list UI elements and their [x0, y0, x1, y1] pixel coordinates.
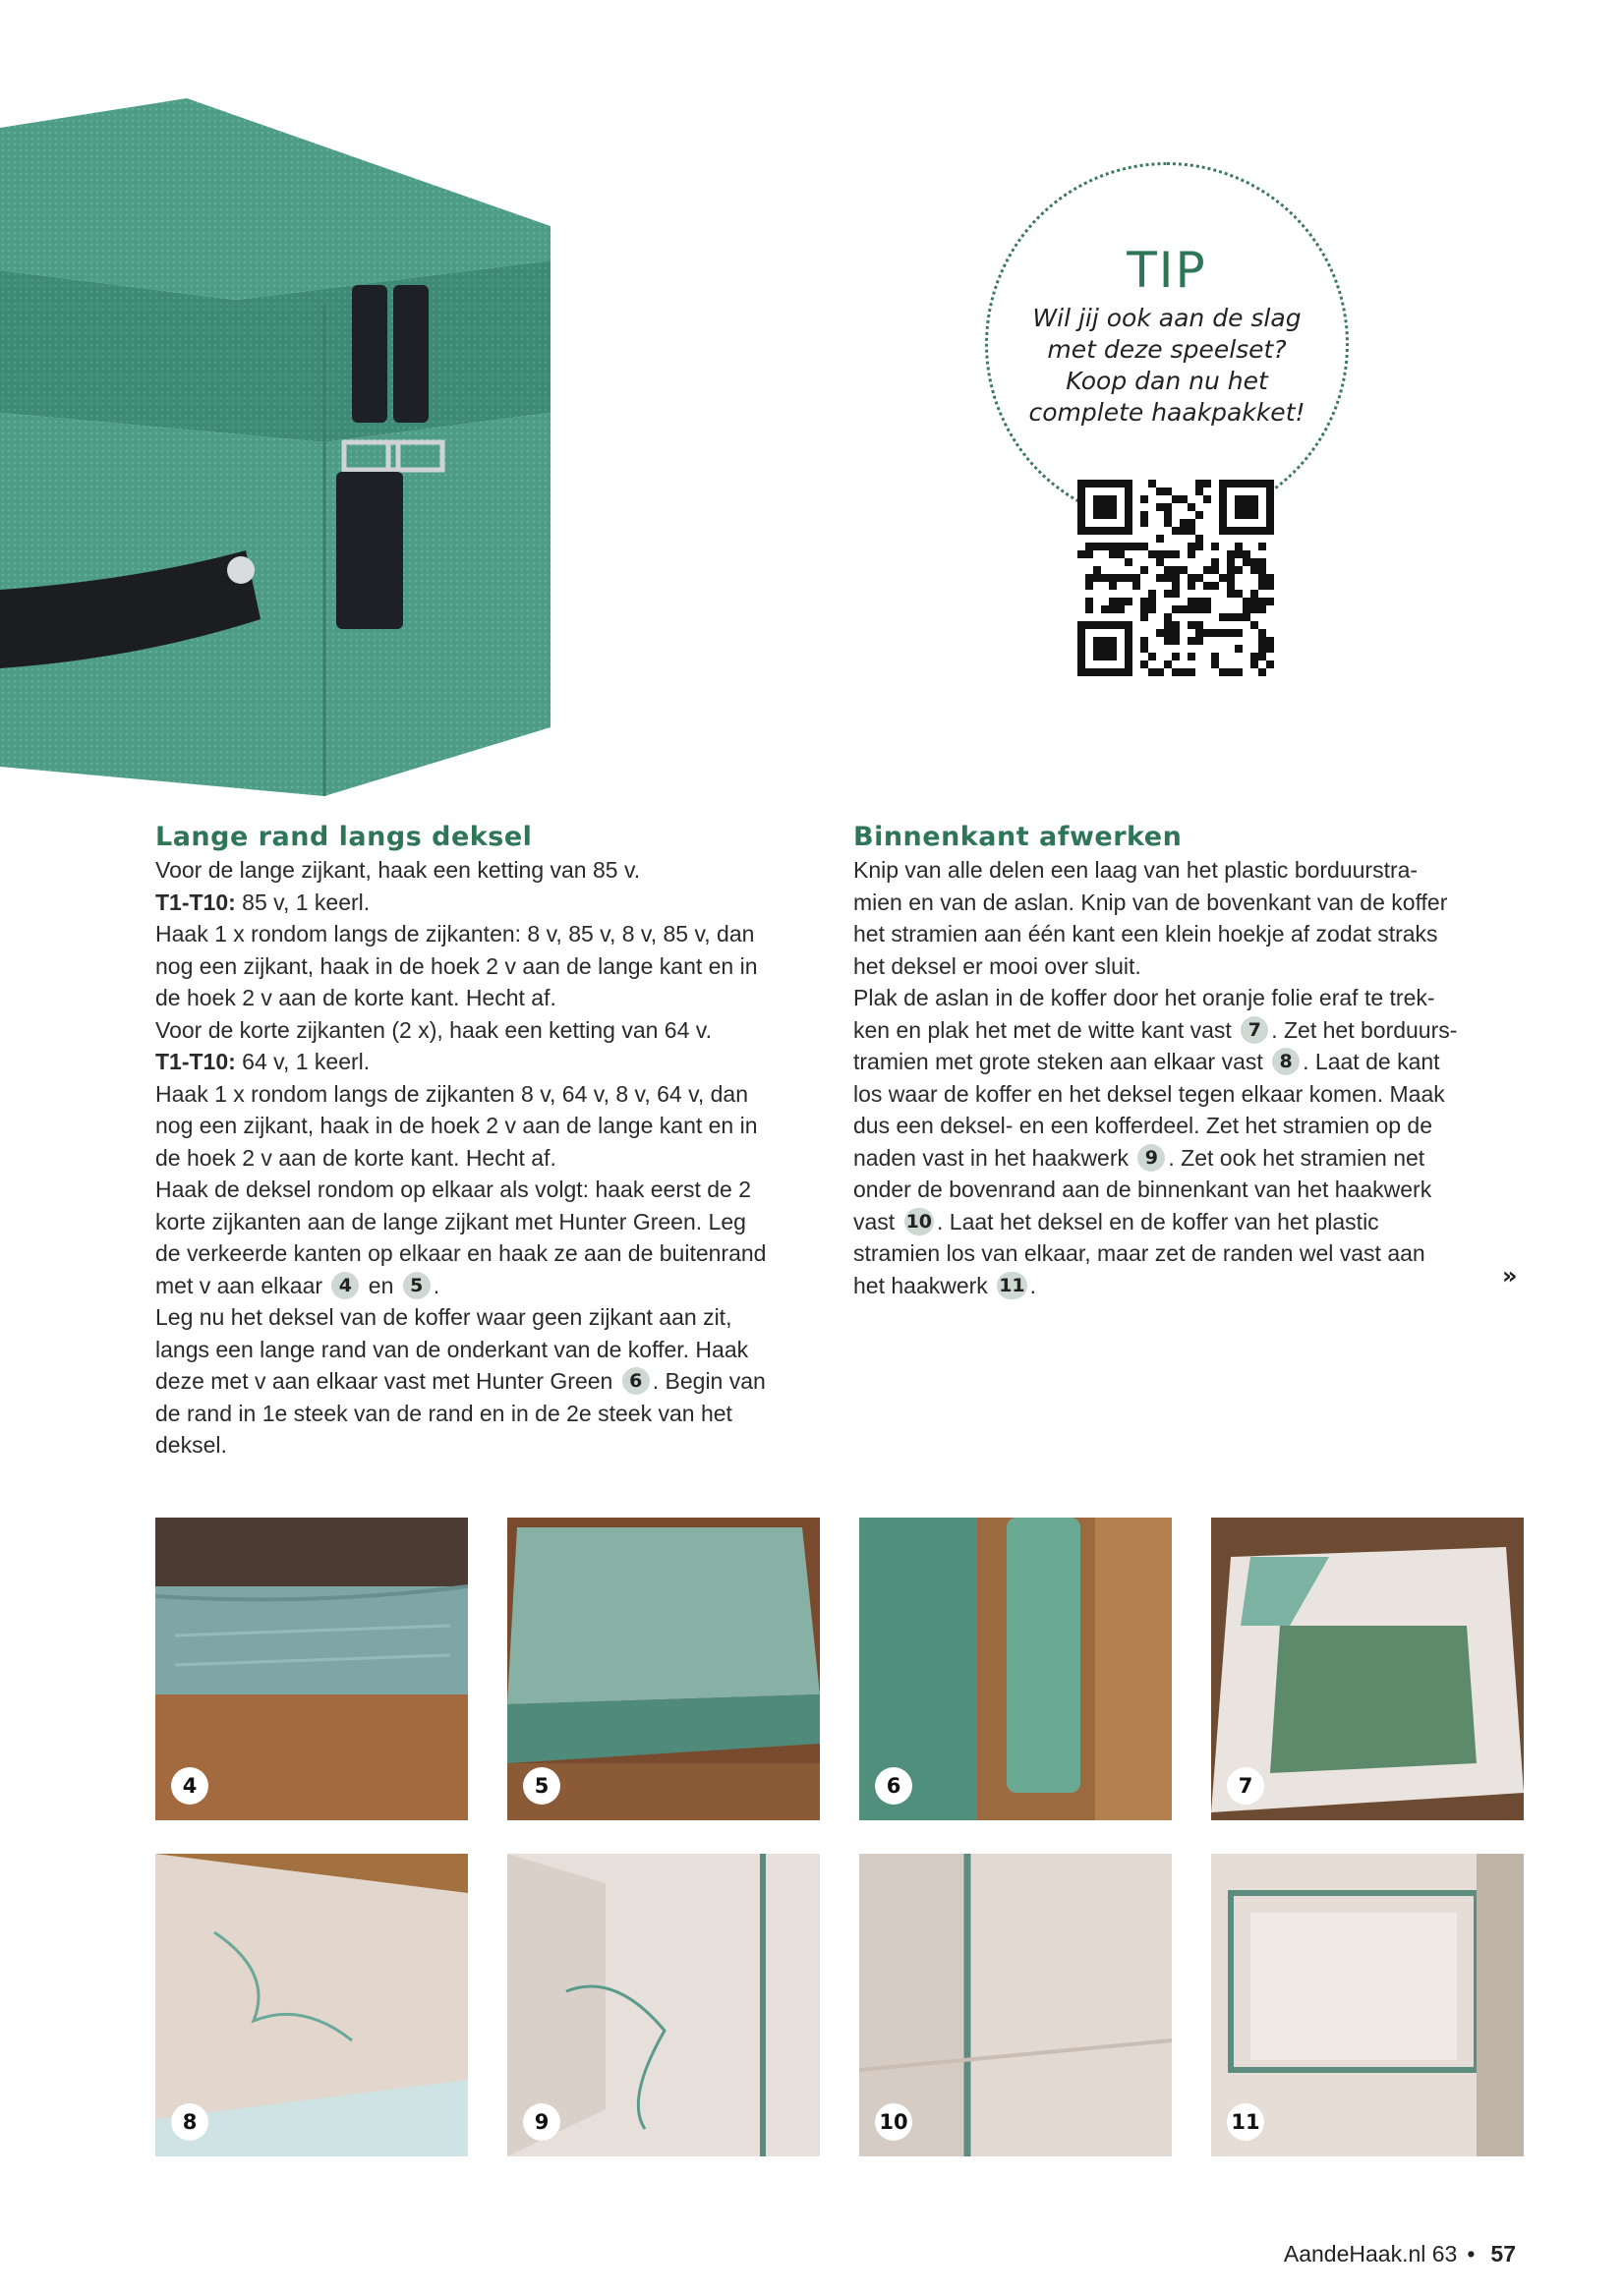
- section-binnenkant: [853, 822, 1522, 1301]
- qr-code[interactable]: [1077, 480, 1274, 676]
- step-ref-5: 5: [403, 1272, 431, 1299]
- step-photo-11: [1211, 1854, 1524, 2156]
- photo-number-badge: 8: [171, 2103, 208, 2141]
- continue-arrow: »: [1502, 1262, 1518, 1290]
- step-ref-7: 7: [1241, 1016, 1268, 1044]
- instruction-text: Knip van alle delen een laag van het plastic borduurstra- mien en van de aslan. Knip van de bovenkant van de koffer het stramien aan één kant een klein hoekje af zodat straks het deksel er mooi over sluit. Plak de aslan in de koffer door het oranje folie eraf te trek- ken en plak het met de witte kant vast 7 . Zet het borduurs- tramien met grote steken aan elkaar vast 8 . Laat de kant los waar de koffer en het deksel tegen elkaar komen. Maak dus een deksel- en een kofferdeel. Zet het stramien op de naden vast in het haakwerk 9 . Zet ook het stramien net onder de bovenrand aan de binnenkant van het haakwerk vast 10 . Laat het deksel en de koffer van het plastic stramien los van elkaar, maar zet de randen wel vast aan het haakwerk 11 .: [853, 857, 1458, 1298]
- page-number: 57: [1490, 2241, 1516, 2267]
- step-photo-5: [507, 1518, 820, 1820]
- step-photo-10: [859, 1854, 1172, 2156]
- step-photo-4: [155, 1518, 468, 1820]
- suitcase-photo: [0, 88, 570, 816]
- step-ref-8: 8: [1272, 1048, 1300, 1075]
- tip-title: TIP: [1127, 242, 1207, 299]
- photo-number-badge: 11: [1227, 2103, 1264, 2141]
- step-photo-8: [155, 1854, 468, 2156]
- tip-text: Wil jij ook aan de slag met deze speelset? Koop dan nu het complete haakpakket!: [1028, 304, 1305, 427]
- step-ref-10: 10: [904, 1208, 934, 1235]
- photo-number-badge: 10: [875, 2103, 912, 2141]
- step-photo-9: [507, 1854, 820, 2156]
- step-ref-9: 9: [1137, 1144, 1165, 1172]
- step-photo-7: [1211, 1518, 1524, 1820]
- section-lange-rand: [155, 822, 824, 1462]
- instruction-text: Voor de lange zijkant, haak een ketting van 85 v. T1-T10: 85 v, 1 keerl. Haak 1 x rondom langs de zijkanten: 8 v, 85 v, 8 v, 85 v, dan nog een zijkant, haak in de hoek 2 v aan de lange kant en in de hoek 2 v aan de korte kant. Hecht af. Voor de korte zijkanten (2 x), haak een ketting van 64 v. T1-T10: 64 v, 1 keerl. Haak 1 x rondom langs de zijkanten 8 v, 64 v, 8 v, 64 v, dan nog een zijkant, haak in de hoek 2 v aan de lange kant en in de hoek 2 v aan de korte kant. Hecht af. Haak de deksel rondom op elkaar als volgt: haak eerst de 2 korte zijkanten aan de lange zijkant met Hunter Green. Leg de verkeerde kanten op elkaar en haak ze aan de buitenrand met v aan elkaar 4 en 5 . Leg nu het deksel van de koffer waar geen zijkant aan zit, langs een lange rand van de onderkant van de koffer. Haak deze met v aan elkaar vast met Hunter Green 6 . Begin van de rand in 1e steek van de rand en in de 2e steek van het deksel.: [155, 857, 767, 1458]
- photo-number-badge: 6: [875, 1767, 912, 1805]
- photo-number-badge: 7: [1227, 1767, 1264, 1805]
- magazine-name: AandeHaak.nl 63: [1283, 2241, 1458, 2267]
- photo-number-badge: 5: [523, 1767, 560, 1805]
- section-heading: Binnenkant afwerken: [853, 822, 1183, 852]
- tip-callout: [985, 162, 1349, 526]
- step-ref-11: 11: [997, 1272, 1026, 1299]
- photo-number-badge: 4: [171, 1767, 208, 1805]
- step-ref-6: 6: [622, 1367, 650, 1395]
- step-photo-6: [859, 1518, 1172, 1820]
- step-ref-4: 4: [331, 1272, 359, 1299]
- photo-number-badge: 9: [523, 2103, 560, 2141]
- section-heading: Lange rand langs deksel: [155, 822, 533, 852]
- footer-separator: •: [1467, 2241, 1476, 2267]
- page-footer: [1284, 2241, 1516, 2267]
